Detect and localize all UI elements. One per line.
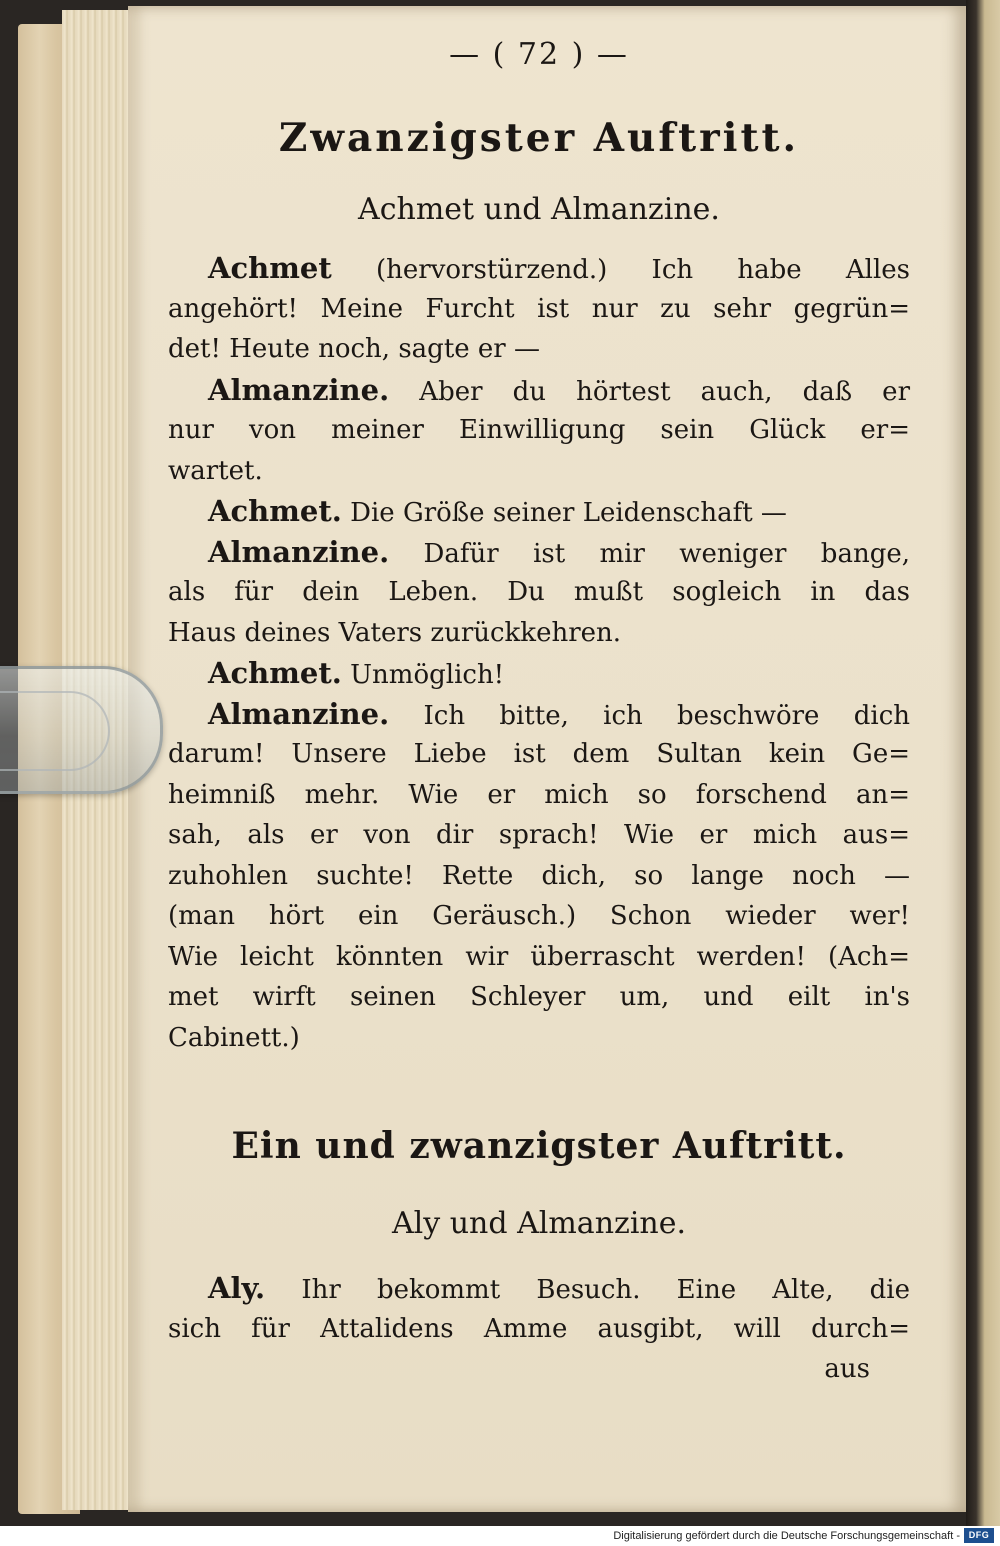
scene-persons: Achmet und Almanzine. [358,192,720,227]
text-line [168,491,910,532]
text-line [168,653,910,694]
scene-title: Ein und zwanzigster Auftritt. [231,1125,847,1167]
line-text: Ich bitte, ich beschwöre dich [389,700,910,731]
scene-persons: Aly und Almanzine. [391,1206,687,1241]
speaker-name: Achmet. [208,656,342,690]
text-line: heimniß mehr. Wie er mich so forschend an= [168,779,910,810]
line-text: (hervorstürzend.) Ich habe Alles [331,255,910,285]
catchword: aus [824,1354,870,1384]
text-line: wartet. [168,455,263,486]
line-text: Dafür ist mir weniger bange, [389,538,910,569]
page-clip-inner [0,691,110,771]
text-line: als für dein Leben. Du mußt sogleich in das [168,577,910,607]
funding-notice: Digitalisierung gefördert durch die Deutsche Forschungsgemeinschaft - [613,1530,960,1542]
text-line: Cabinett.) [168,1022,300,1053]
scene1-dialogue [168,248,910,1058]
text-line: darum! Unsere Liebe ist dem Sultan kein Ge= [168,739,910,769]
text-line: sich für Attalidens Amme ausgibt, will durch= [168,1313,910,1344]
next-page-edge [966,0,1000,1526]
footer [0,1526,1000,1546]
text-line: (man hört ein Geräusch.) Schon wieder wer! [168,901,910,931]
page-number: — ( 72 ) — [449,37,629,72]
text-line: met wirft seinen Schleyer um, und eilt in's [168,982,910,1012]
text-line [168,694,910,735]
page-text [168,28,910,1389]
speaker-name: Almanzine. [208,534,390,569]
speaker-name: Achmet [208,251,332,285]
text-line: angehört! Meine Furcht ist nur zu sehr gegrün= [168,293,910,324]
speaker-name: Almanzine. [208,372,390,407]
text-line: Haus deines Vaters zurückkehren. [168,617,622,648]
text-line: zuhohlen suchte! Rette dich, so lange noch — [168,860,910,891]
dfg-logo: DFG [964,1528,994,1543]
text-line: nur von meiner Einwilligung sein Glück er= [168,415,910,445]
scene2-dialogue [168,1268,910,1349]
line-text: Unmöglich! [341,660,505,690]
text-line [168,370,910,411]
text-line [168,248,910,289]
text-line: sah, als er von dir sprach! Wie er mich aus= [168,820,910,850]
line-text: Ihr bekommt Besuch. Eine Alte, die [265,1275,910,1305]
page-clip [0,666,163,794]
text-line: det! Heute noch, sagte er — [168,334,540,364]
line-text: Aber du hörtest auch, daß er [389,376,910,407]
scene-title: Zwanzigster Auftritt. [278,115,800,161]
text-line [168,1268,910,1309]
text-line [168,532,910,573]
text-line: Wie leicht könnten wir überrascht werden! (Ach= [168,941,910,972]
line-text: Die Größe seiner Leidenschaft — [341,498,787,528]
speaker-name: Almanzine. [208,696,390,731]
speaker-name: Achmet. [208,494,342,528]
speaker-name: Aly. [208,1271,266,1305]
